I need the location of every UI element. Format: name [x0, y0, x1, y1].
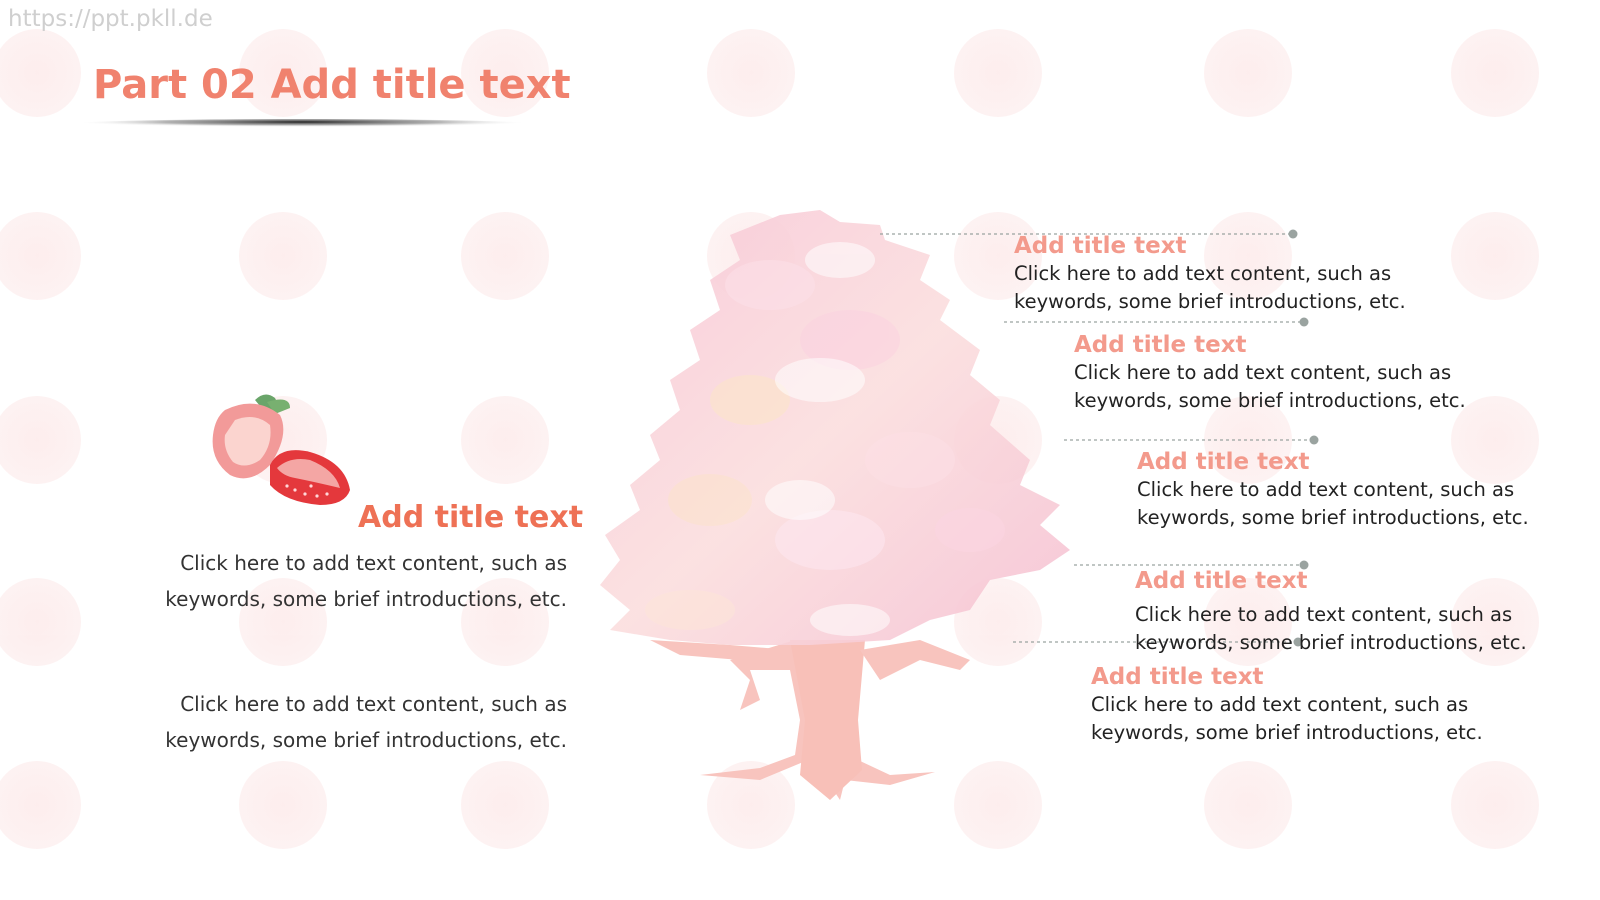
right-item-3 — [1137, 448, 1529, 532]
right-item-1 — [1014, 232, 1406, 316]
left-paragraph-2-line-2: keywords, some brief introductions, etc. — [165, 728, 567, 752]
right-item-2 — [1074, 331, 1466, 415]
left-paragraph-2 — [147, 686, 567, 758]
page-title: Part 02 Add title text — [93, 62, 571, 108]
right-item-2-line-2: keywords, some brief introductions, etc. — [1074, 389, 1466, 412]
right-item-3-line-2: keywords, some brief introductions, etc. — [1137, 506, 1529, 529]
right-item-2-line-1: Click here to add text content, such as — [1074, 361, 1452, 384]
left-paragraph-1-line-1: Click here to add text content, such as — [180, 551, 567, 575]
right-item-5-line-1: Click here to add text content, such as — [1091, 693, 1469, 716]
right-item-5-title: Add title text — [1091, 664, 1264, 690]
left-heading: Add title text — [358, 500, 584, 535]
right-item-4-line-2: keywords, some brief introductions, etc. — [1135, 631, 1527, 654]
right-item-4 — [1135, 567, 1527, 657]
right-item-1-line-2: keywords, some brief introductions, etc. — [1014, 290, 1406, 313]
strawberry-illustration — [205, 390, 365, 520]
right-item-3-title: Add title text — [1137, 449, 1310, 475]
right-item-1-title: Add title text — [1014, 233, 1187, 259]
right-item-2-title: Add title text — [1074, 332, 1247, 358]
right-item-5-line-2: keywords, some brief introductions, etc. — [1091, 721, 1483, 744]
left-paragraph-1 — [147, 545, 567, 617]
right-item-3-line-1: Click here to add text content, such as — [1137, 478, 1515, 501]
right-item-4-title: Add title text — [1135, 568, 1308, 594]
right-item-5 — [1091, 663, 1483, 747]
right-item-1-line-1: Click here to add text content, such as — [1014, 262, 1392, 285]
right-item-4-line-1: Click here to add text content, such as — [1135, 603, 1513, 626]
left-paragraph-2-line-1: Click here to add text content, such as — [180, 692, 567, 716]
watermark-url: https://ppt.pkll.de — [8, 6, 213, 32]
left-paragraph-1-line-2: keywords, some brief introductions, etc. — [165, 587, 567, 611]
